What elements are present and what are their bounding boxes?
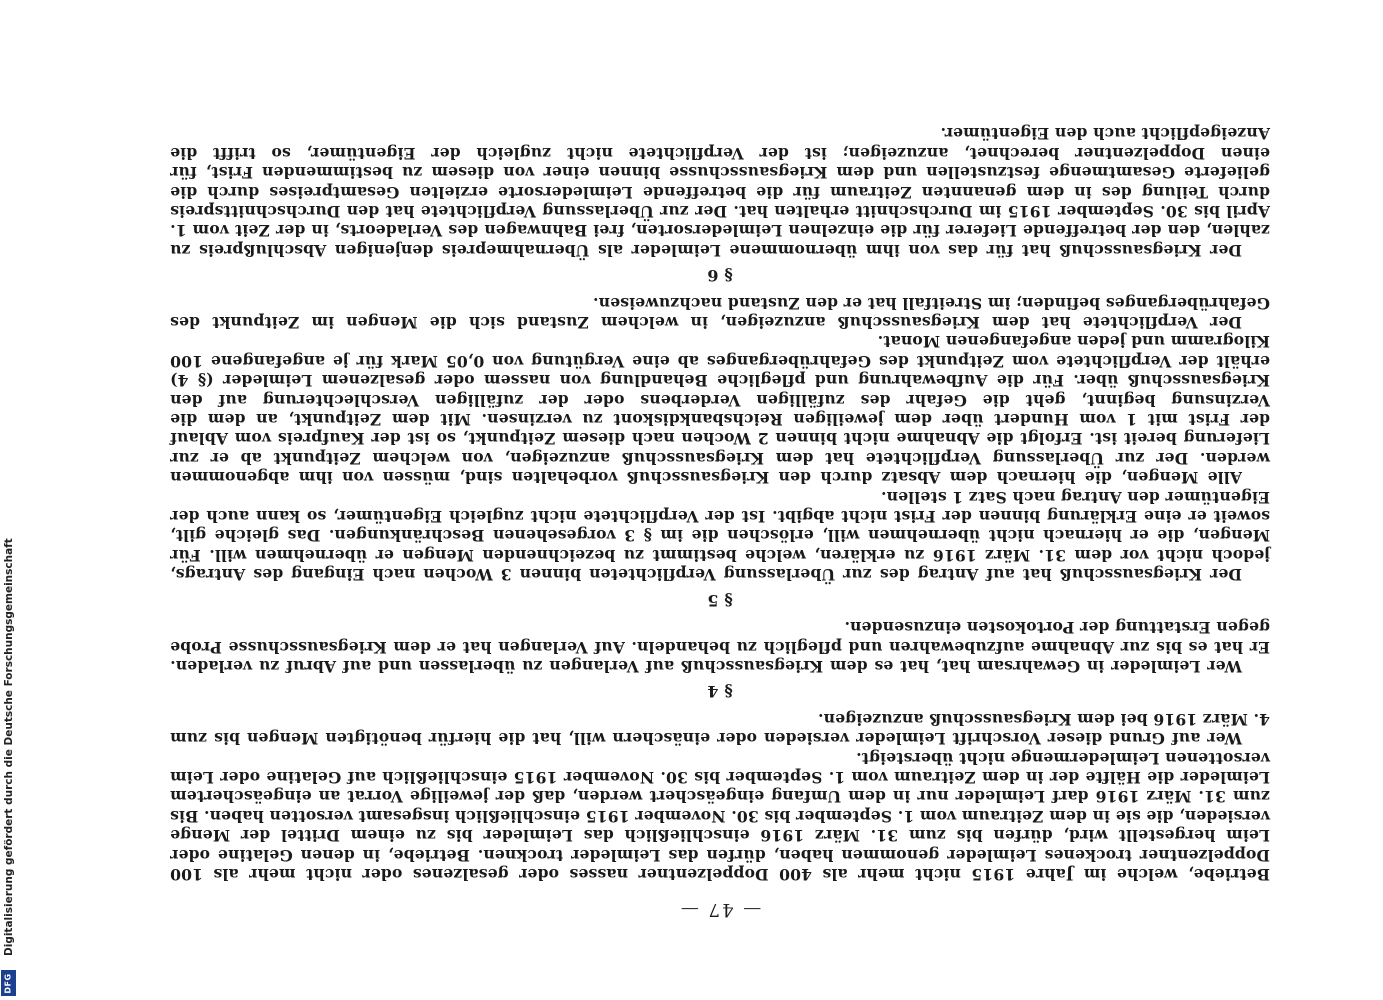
page-number-dash-left: — <box>741 899 762 920</box>
section-heading: § 6 <box>707 266 733 286</box>
paragraph: Der Kriegsausschuß hat auf Antrag des zur Überlassung Verpflichteten binnen 3 Wochen nach Eingang des Antrags, jedoch nicht vor dem 31. März 1916 zu erklären, welche bestimmt zu bezeichnenden Mengen er übernehmen will. Für Mengen, die er hiernach nicht übernehmen will, erlöschen die im § 3 vorgesehenen Beschränkungen. Das gleiche gilt, soweit er eine Erklärung binnen der Frist nicht abgibt. Ist der Verpflichtete nicht zugleich Eigentümer, so kann auch der Eigentümer den Antrag nach Satz 1 stellen. <box>170 487 1270 585</box>
dfg-logo <box>1 970 16 996</box>
paragraph: Betriebe, welche im Jahre 1915 nicht mehr als 400 Doppelzentner nasses oder gesalzenes oder nicht mehr als 100 Doppelzentner trockenes Leimleder genommen haben, dürfen das Leimleder trocknen. Betriebe, in denen Gelatine oder Leim hergestellt wird, dürfen bis zum 31. März 1916 einschließlich das Leimleder bis zu einem Drittel der Menge versieden, die sie in dem Zeitraum vom 1. September bis 30. November 1915 einschließlich insgesamt versotten haben. Bis zum 31. März 1916 darf Leimleder nur in dem Umfang eingeäschert werden, daß der jeweilige Vorrat an eingeäschertem Leimleder die Hälfte der in dem Zeitraum vom 1. September bis 30. November 1915 einschließlich auf Gelatine oder Leim versottenen Leimledermenge nicht übersteigt. <box>170 748 1270 884</box>
page-body <box>170 124 1270 884</box>
page-number <box>170 899 1270 920</box>
attribution-strip <box>0 0 18 1000</box>
dfg-logo-label: DFG <box>4 972 14 994</box>
paragraph: Wer auf Grund dieser Vorschrift Leimleder versieden oder einäschern will, hat die hierfür benötigten Mengen bis zum 4. März 1916 bei dem Kriegsausschuß anzuzeigen. <box>170 709 1270 749</box>
paragraph: Der Verpflichtete hat dem Kriegsausschuß anzuzeigen, in welchem Zustand sich die Mengen im Zeitpunkt des Gefahrüberganges befinden; im Streitfall hat er den Zustand nachzuweisen. <box>170 293 1270 333</box>
paragraph: Alle Mengen, die hiernach dem Absatz durch den Kriegsausschuß vorbehalten sind, müssen von ihm abgenommen werden. Der zur Überlassung Verpflichtete hat dem Kriegsausschuß anzuzeigen, von welchem Zeitpunkt ab er zur Lieferung bereit ist. Erfolgt die Abnahme nicht binnen 2 Wochen nach diesem Zeitpunkt, so ist der Kaufpreis vom Ablauf der Frist mit 1 vom Hundert über dem jeweiligen Reichsbankdiskont zu verzinsen. Mit dem Zeitpunkt, an dem die Verzinsung beginnt, geht die Gefahr des zufälligen Verderbens oder der zufälligen Verschlechterung auf den Kriegsausschuß über. Für die Aufbewahrung und pflegliche Behandlung von nassem oder gesalzenem Leimleder (§ 4) erhält der Verpflichtete vom Zeitpunkt des Gefahrüberganges ab eine Vergütung von 0,05 Mark für je angefangene 100 Kilogramm und jeden angefangenen Monat. <box>170 332 1270 488</box>
section-heading: § 4 <box>707 682 733 702</box>
page-number-value: 47 <box>706 899 734 920</box>
paragraph: Der Kriegsausschuß hat für das von ihm übernommene Leimleder als Übernahmepreis denjenigen Abschlußpreis zu zahlen, den der betreffende Lieferer für die einzelnen Leimledersorten, frei Bahnwagen des Verladeorts, in der Zeit vom 1. April bis 30. September 1915 im Durchschnitt erhalten hat. Der zur Überlassung Verpflichtete hat den Durchschnittspreis durch Teilung des in dem genannten Zeitraum für die betreffende Leimledersorte erzielten Gesamtpreises durch die gelieferte Gesamtmenge festzustellen und dem Kriegsausschusse binnen einer von diesem zu bestimmenden Frist, für einen Doppelzentner berechnet, anzuzeigen; ist der Verpflichtete nicht zugleich der Eigentümer, so trifft die Anzeigepflicht auch den Eigentümer. <box>170 124 1270 260</box>
scanned-page <box>170 124 1270 920</box>
digitization-credit: Digitalisierung gefördert durch die Deutsche Forschungsgemeinschaft <box>3 538 15 956</box>
paragraph: Wer Leimleder in Gewahrsam hat, hat es dem Kriegsausschuß auf Verlangen zu überlassen und auf Abruf zu verladen. Er hat es bis zur Abnahme aufzubewahren und pfleglich zu behandeln. Auf Verlangen hat er dem Kriegsausschusse Probe gegen Erstattung der Portokosten einzusenden. <box>170 618 1270 676</box>
page-number-dash-right: — <box>678 899 699 920</box>
section-heading: § 5 <box>707 590 733 610</box>
